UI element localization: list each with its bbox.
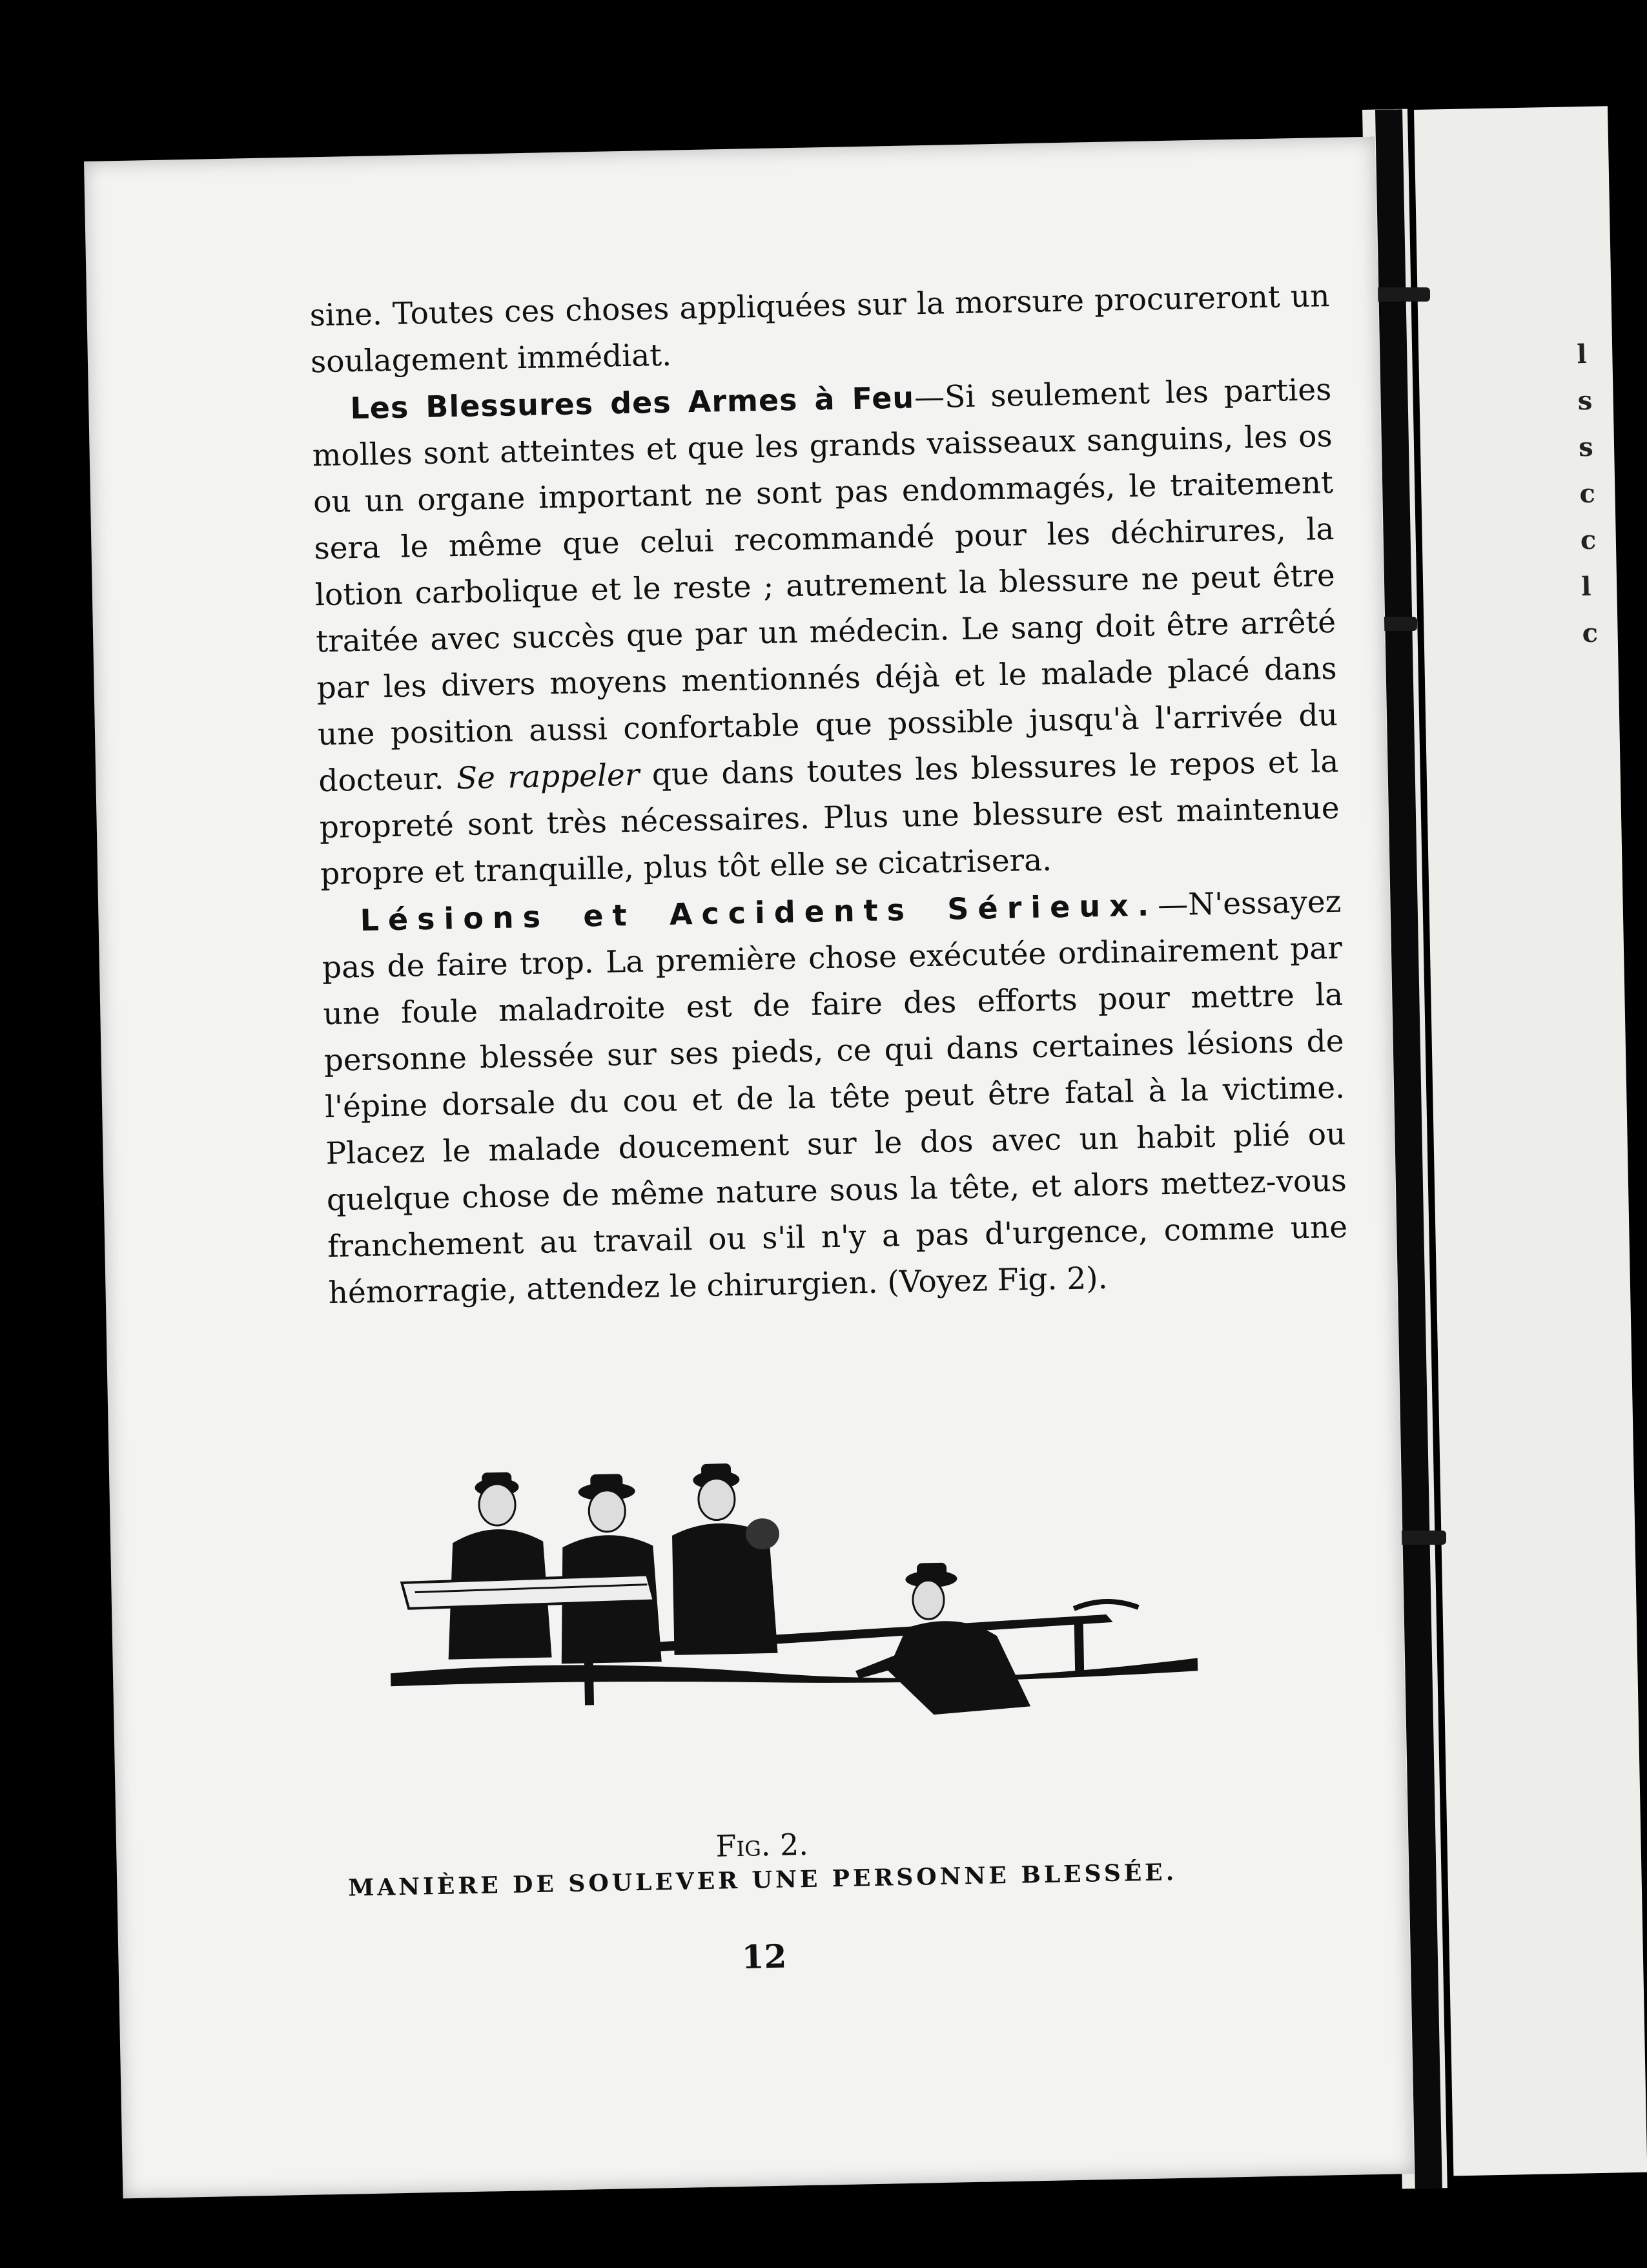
paragraph-text: —N'essayez pas de faire trop. La première chose exécutée ordinairement par une foule maladroite est de faire des efforts pour mettre la personne blessée sur ses pieds, ce qui dans certaines lésions de l'épine dorsale du cou et de la tête peut être fatal à la victime. Placez le malade doucement sur le dos avec un habit plié ou quelque chose de même nature sous la tête, et alors mettez-vous franchement au travail ou s'il n'y a pas d'urgence, comme une hémorragie, attendez le chirurgien. (Voyez Fig. 2).: [322, 883, 1348, 1312]
paragraph-serious-accidents: [321, 878, 1349, 1317]
adjacent-page-fragment: l: [1581, 571, 1591, 603]
emphasis-text: Se rappeler: [456, 757, 640, 797]
page-number: 12: [741, 1937, 787, 1976]
page-text: [309, 273, 1349, 1317]
section-heading: Lésions et Accidents Sérieux.: [360, 887, 1158, 938]
adjacent-page-fragment: s: [1577, 385, 1593, 417]
paragraph-continuation: sine. Toutes ces choses appliquées sur la morsure procureront un soulagement immédiat.: [309, 278, 1330, 380]
paragraph-text: —Si seulement les parties molles sont atteintes et que les grands vaisseaux sanguins, les os ou un organe important ne sont pas endommagés, le traitement sera le même que celui recommandé pour les déchirures, la lotion carbolique et le reste ; autrement la blessure ne peut être traitée avec succès que par un médecin. Le sang doit être arrêté par les divers moyens mentionnés déjà et le malade placé dans une position aussi confortable que possible jusqu'à l'arrivée du docteur.: [312, 371, 1338, 799]
adjacent-page: [1414, 106, 1647, 2176]
paragraph-text: que dans toutes les blessures le repos et la propreté sont très nécessaires. Plus une blessure est maintenue propre et tranquille, plus tôt elle se cicatrisera.: [319, 743, 1340, 892]
section-heading: Les Blessures des Armes à Feu: [349, 380, 915, 426]
book-page: [84, 137, 1414, 2199]
illustration-lifting-injured-person: [374, 1450, 1244, 1738]
adjacent-page-fragment: l: [1576, 338, 1587, 370]
adjacent-page-fragment: c: [1580, 524, 1597, 556]
figure-label: Fig. 2.: [715, 1826, 809, 1864]
figure-caption: MANIÈRE DE SOULEVER UNE PERSONNE BLESSÉE.: [347, 1858, 1178, 1902]
paragraph-firearm-wounds: [311, 366, 1341, 898]
adjacent-page-fragment: c: [1579, 478, 1596, 510]
adjacent-page-fragment: s: [1578, 431, 1594, 463]
adjacent-page-fragment: c: [1582, 617, 1599, 649]
